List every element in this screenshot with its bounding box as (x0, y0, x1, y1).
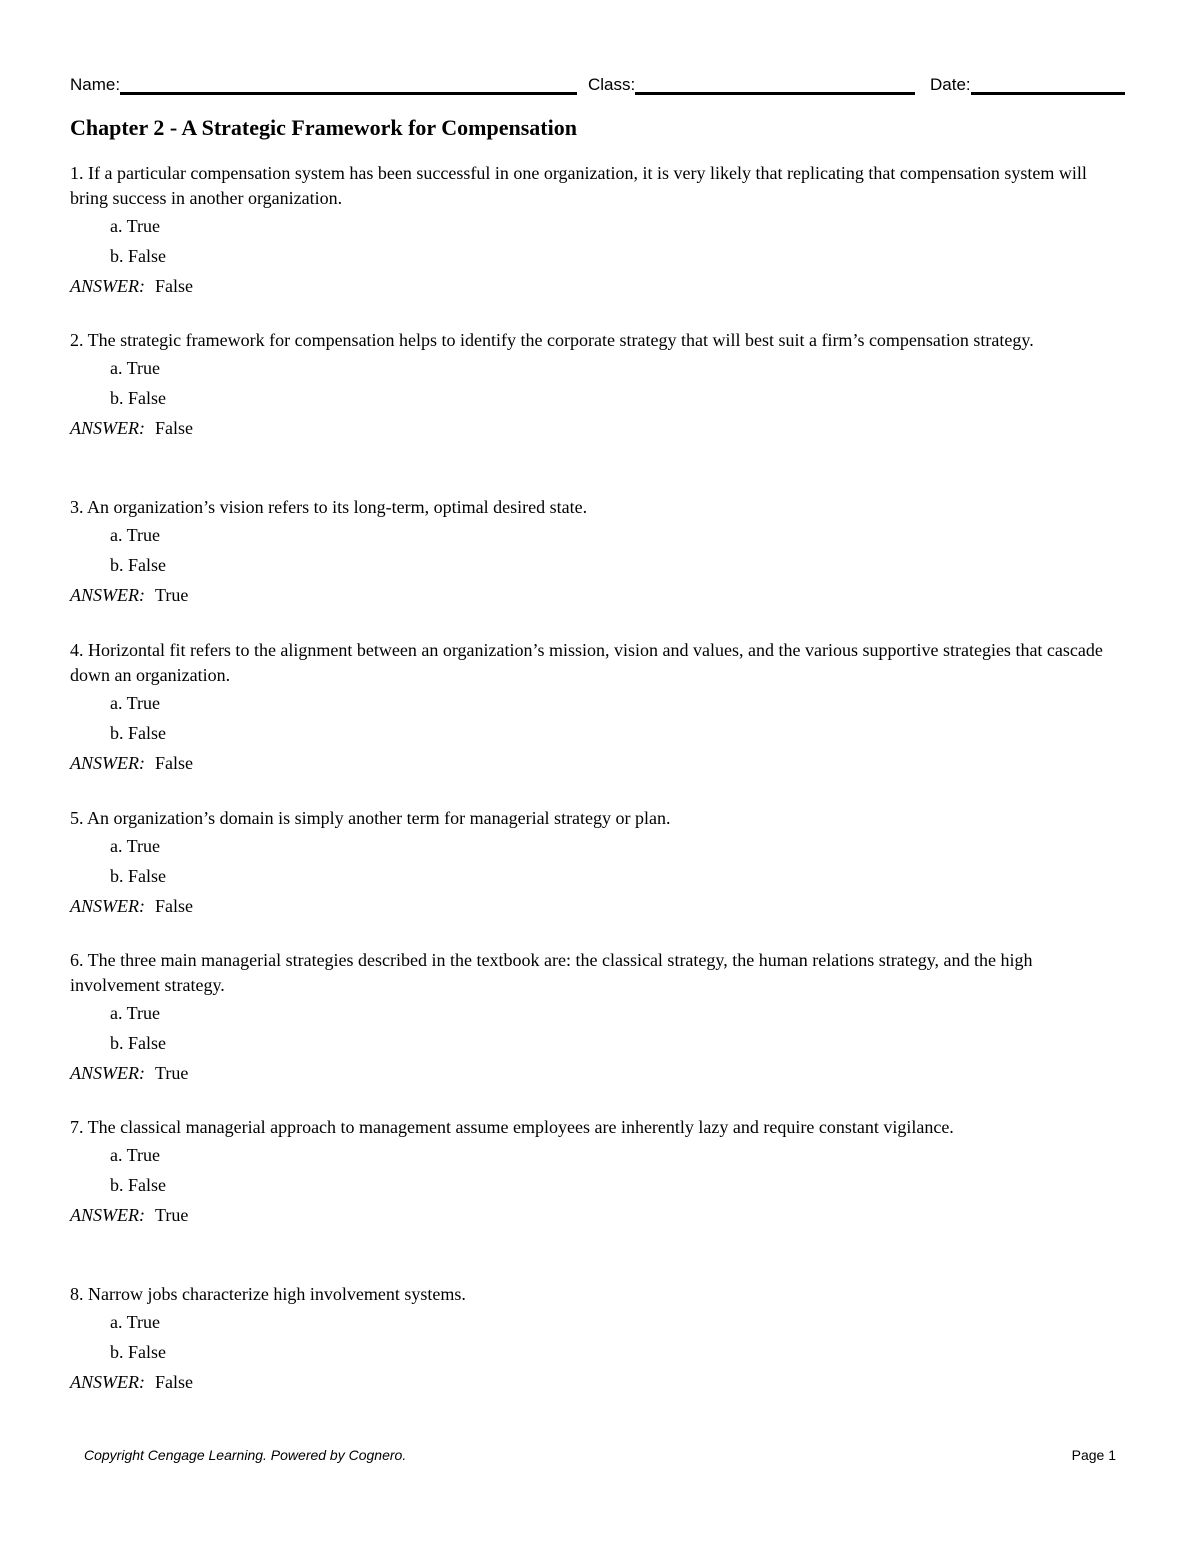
option-false: b. False (110, 723, 166, 743)
answer-label: ANSWER: (70, 418, 145, 438)
answer-line (70, 271, 1120, 301)
answer-line (70, 1200, 1120, 1230)
question-4 (70, 638, 1120, 778)
option-true: a. True (110, 1312, 161, 1332)
question-2 (70, 328, 1120, 443)
student-info-header (70, 71, 1130, 95)
question-3 (70, 495, 1120, 610)
class-label: Class: (588, 75, 636, 94)
option-false: b. False (110, 246, 166, 266)
option-false: b. False (110, 1175, 166, 1195)
answer-label: ANSWER: (70, 1372, 145, 1392)
question-text: 5. An organization’s domain is simply another term for managerial strategy or plan. (70, 808, 671, 828)
answer-value: False (154, 1372, 193, 1392)
answer-label: ANSWER: (70, 1063, 145, 1083)
option-false: b. False (110, 1033, 166, 1053)
option-true: a. True (110, 693, 161, 713)
page-number: Page 1 (1071, 1447, 1116, 1463)
name-blank-line (120, 72, 577, 95)
answer-label: ANSWER: (70, 276, 145, 296)
option-false: b. False (110, 555, 166, 575)
question-5 (70, 806, 1120, 921)
answer-value: True (154, 1063, 189, 1083)
question-text: 2. The strategic framework for compensation helps to identify the corporate strategy that will best suit a firm’s compensation strategy. (70, 330, 1034, 350)
question-1 (70, 161, 1120, 301)
answer-value: False (154, 418, 193, 438)
question-6 (70, 948, 1120, 1088)
question-text: 8. Narrow jobs characterize high involvement systems. (70, 1284, 466, 1304)
class-blank-line (635, 72, 915, 95)
option-true: a. True (110, 358, 161, 378)
answer-label: ANSWER: (70, 896, 145, 916)
question-text: 6. The three main managerial strategies described in the textbook are: the classical strategy, the human relations strategy, and the high involvement strategy. (70, 950, 1033, 995)
option-true: a. True (110, 525, 161, 545)
question-8 (70, 1282, 1120, 1397)
answer-line (70, 580, 1120, 610)
name-label: Name: (70, 75, 121, 94)
answer-line (70, 1367, 1120, 1397)
date-field (930, 71, 1125, 95)
name-field (70, 71, 577, 95)
copyright-notice: Copyright Cengage Learning. Powered by Cognero. (84, 1447, 407, 1463)
answer-line (70, 891, 1120, 921)
option-true: a. True (110, 1003, 161, 1023)
question-7 (70, 1115, 1120, 1230)
question-text: 4. Horizontal fit refers to the alignment between an organization’s mission, vision and values, and the various supportive strategies that cascade down an organization. (70, 640, 1103, 685)
date-blank-line (971, 72, 1125, 95)
answer-label: ANSWER: (70, 585, 145, 605)
question-text: 1. If a particular compensation system has been successful in one organization, it is very likely that replicating that compensation system will bring success in another organization. (70, 163, 1087, 208)
date-label: Date: (930, 75, 971, 94)
answer-line (70, 748, 1120, 778)
option-true: a. True (110, 836, 161, 856)
answer-value: True (154, 585, 189, 605)
answer-line (70, 413, 1120, 443)
answer-line (70, 1058, 1120, 1088)
option-true: a. True (110, 216, 161, 236)
chapter-title: Chapter 2 - A Strategic Framework for Compensation (70, 115, 577, 140)
answer-value: False (154, 896, 193, 916)
answer-value: False (154, 276, 193, 296)
option-false: b. False (110, 388, 166, 408)
option-false: b. False (110, 1342, 166, 1362)
question-text: 7. The classical managerial approach to management assume employees are inherently lazy and require constant vigilance. (70, 1117, 954, 1137)
answer-label: ANSWER: (70, 753, 145, 773)
question-text: 3. An organization’s vision refers to its long-term, optimal desired state. (70, 497, 588, 517)
option-false: b. False (110, 866, 166, 886)
answer-value: False (154, 753, 193, 773)
answer-label: ANSWER: (70, 1205, 145, 1225)
option-true: a. True (110, 1145, 161, 1165)
class-field (588, 71, 915, 95)
answer-value: True (154, 1205, 189, 1225)
